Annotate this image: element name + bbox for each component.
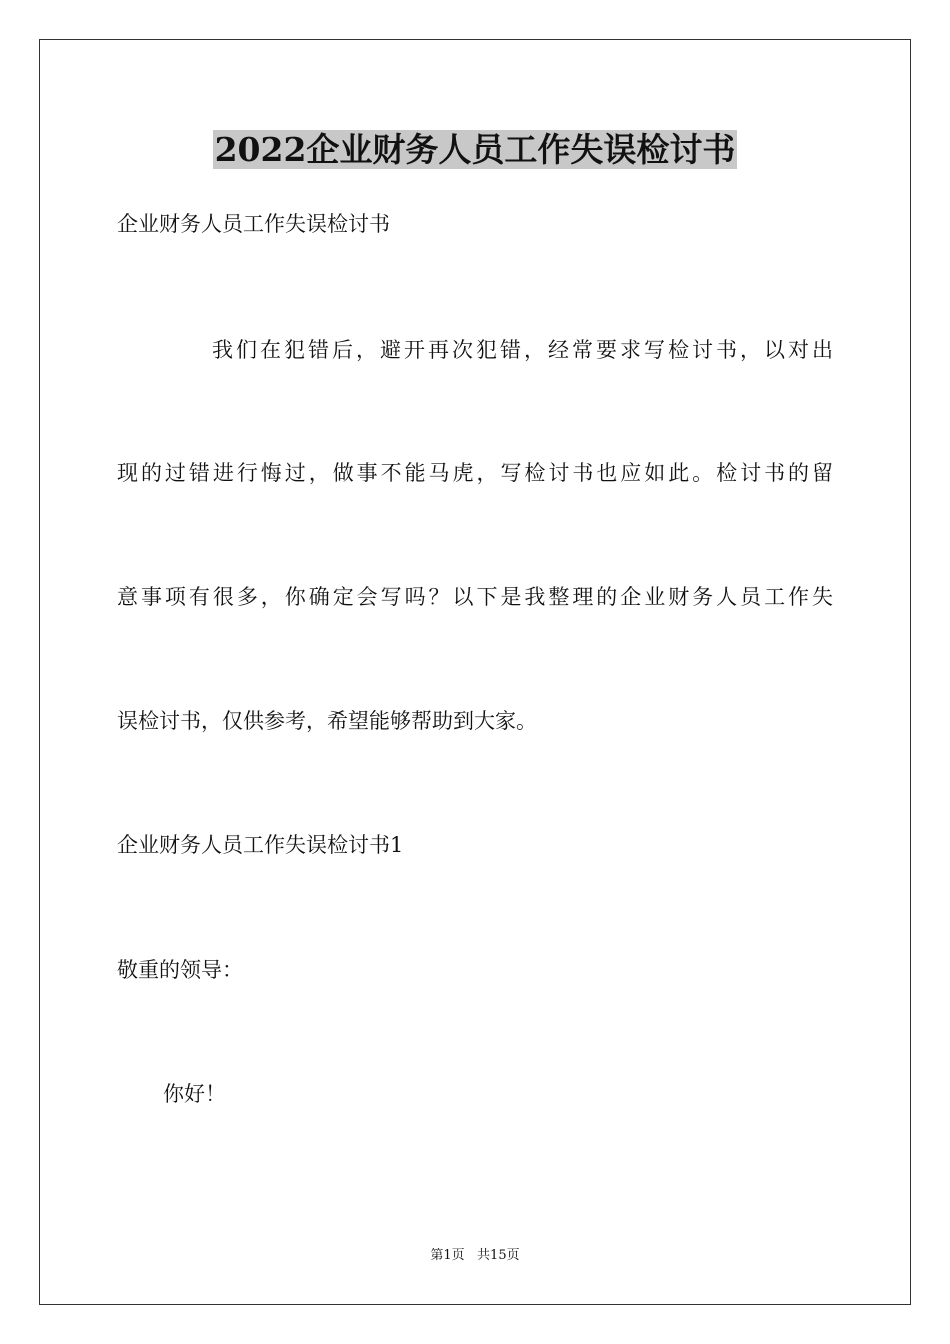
greeting: 你好！ — [163, 1082, 226, 1106]
page-number: 第1页 共15页 — [430, 1248, 520, 1263]
intro-line-1: 我们在犯错后，避开再次犯错，经常要求写检讨书，以对出 — [212, 338, 833, 362]
document-title-text: 2022企业财务人员工作失误检讨书 — [214, 130, 736, 169]
intro-line-3: 意事项有很多，你确定会写吗？以下是我整理的企业财务人员工作失 — [117, 585, 833, 609]
intro-line-2: 现的过错进行悔过，做事不能马虎，写检讨书也应如此。检讨书的留 — [117, 461, 833, 485]
section-heading: 企业财务人员工作失误检讨书1 — [117, 833, 404, 857]
salutation: 敬重的领导： — [117, 958, 243, 982]
intro-line-4: 误检讨书，仅供参考，希望能够帮助到大家。 — [117, 709, 537, 733]
page-footer — [0, 1247, 950, 1265]
document-title — [0, 128, 950, 172]
document-subtitle: 企业财务人员工作失误检讨书 — [117, 212, 390, 236]
